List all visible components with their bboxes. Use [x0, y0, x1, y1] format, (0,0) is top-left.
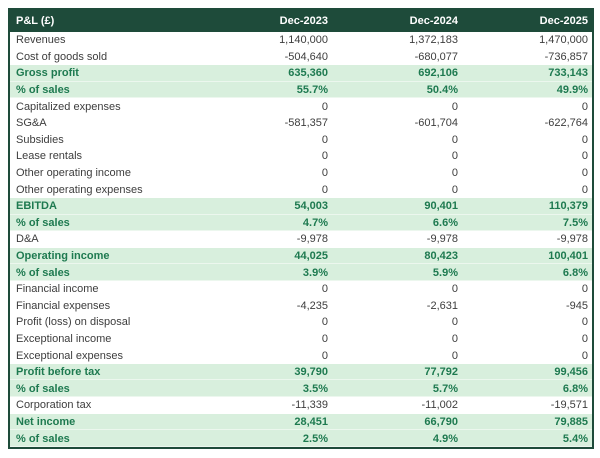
cell-value: 0 — [321, 332, 328, 345]
cell-value: 1,140,000 — [279, 34, 328, 47]
table-row — [10, 231, 592, 248]
cell-value: 0 — [321, 100, 328, 113]
table-row — [10, 314, 592, 331]
row-label: Net income — [16, 415, 76, 428]
row-label: Capitalized expenses — [16, 100, 121, 113]
cell-value: 0 — [451, 133, 458, 146]
cell-value: -622,764 — [544, 117, 588, 130]
cell-value: 1,372,183 — [409, 34, 458, 47]
row-label: Subsidies — [16, 133, 64, 146]
row-label: Lease rentals — [16, 150, 83, 163]
table-row — [10, 331, 592, 348]
header-cell-dec-2025: Dec-2025 — [539, 15, 588, 27]
row-label: Profit (loss) on disposal — [16, 316, 131, 329]
cell-value: 0 — [451, 316, 458, 329]
table-row — [10, 32, 592, 49]
cell-value: 5.9% — [432, 266, 458, 279]
cell-value: 110,379 — [548, 200, 588, 213]
cell-value: 2.5% — [302, 432, 328, 445]
table-row — [10, 347, 592, 364]
table-row — [10, 165, 592, 182]
row-label: Exceptional income — [16, 332, 112, 345]
table-row — [10, 181, 592, 198]
row-label: % of sales — [16, 216, 70, 229]
cell-value: 5.7% — [432, 382, 458, 395]
cell-value: 635,360 — [288, 67, 328, 80]
table-row — [10, 248, 592, 265]
table-row — [10, 364, 592, 381]
row-label: Other operating income — [16, 167, 131, 180]
table-row — [10, 414, 592, 431]
row-label: Other operating expenses — [16, 183, 143, 196]
row-label: Operating income — [16, 250, 110, 263]
cell-value: 0 — [581, 133, 588, 146]
cell-value: 0 — [581, 100, 588, 113]
cell-value: 1,470,000 — [539, 34, 588, 47]
cell-value: 4.9% — [432, 432, 458, 445]
cell-value: 0 — [321, 316, 328, 329]
row-label: SG&A — [16, 117, 47, 130]
pnl-table — [8, 8, 594, 449]
cell-value: 0 — [581, 349, 588, 362]
cell-value: -736,857 — [544, 50, 588, 63]
cell-value: 54,003 — [294, 200, 328, 213]
cell-value: 7.5% — [562, 216, 588, 229]
cell-value: 0 — [451, 183, 458, 196]
cell-value: -9,978 — [296, 233, 328, 246]
cell-value: 0 — [321, 167, 328, 180]
cell-value: -4,235 — [296, 299, 328, 312]
cell-value: 0 — [321, 183, 328, 196]
cell-value: 0 — [321, 133, 328, 146]
cell-value: 0 — [321, 349, 328, 362]
cell-value: 0 — [321, 150, 328, 163]
table-body — [10, 32, 592, 447]
cell-value: 3.9% — [302, 266, 328, 279]
cell-value: 6.6% — [432, 216, 458, 229]
row-label: % of sales — [16, 432, 70, 445]
table-row — [10, 198, 592, 215]
header-cell-dec-2023: Dec-2023 — [279, 15, 328, 27]
cell-value: -9,978 — [556, 233, 588, 246]
cell-value: 733,143 — [548, 67, 588, 80]
row-label: Financial income — [16, 283, 99, 296]
table-row — [10, 264, 592, 281]
cell-value: -11,339 — [291, 399, 328, 412]
cell-value: 50.4% — [426, 84, 458, 97]
row-label: Financial expenses — [16, 299, 111, 312]
table-row — [10, 397, 592, 414]
table-row — [10, 215, 592, 232]
cell-value: -19,571 — [550, 399, 588, 412]
cell-value: 44,025 — [294, 250, 328, 263]
cell-value: 79,885 — [554, 415, 588, 428]
row-label: Cost of goods sold — [16, 50, 108, 63]
cell-value: 0 — [451, 349, 458, 362]
cell-value: 0 — [581, 283, 588, 296]
cell-value: 77,792 — [424, 366, 458, 379]
row-label: D&A — [16, 233, 39, 246]
row-label: Revenues — [16, 34, 66, 47]
cell-value: 39,790 — [294, 366, 328, 379]
cell-value: 0 — [581, 167, 588, 180]
cell-value: 0 — [581, 183, 588, 196]
cell-value: -680,077 — [414, 50, 458, 63]
cell-value: 6.8% — [562, 266, 588, 279]
table-row — [10, 298, 592, 315]
cell-value: 0 — [451, 283, 458, 296]
cell-value: 4.7% — [302, 216, 328, 229]
cell-value: -581,357 — [284, 117, 328, 130]
table-row — [10, 430, 592, 447]
cell-value: 55.7% — [296, 84, 328, 97]
cell-value: 3.5% — [302, 382, 328, 395]
table-row — [10, 82, 592, 99]
cell-value: -504,640 — [284, 50, 328, 63]
cell-value: 0 — [451, 332, 458, 345]
table-row — [10, 115, 592, 132]
cell-value: 0 — [581, 332, 588, 345]
cell-value: 0 — [581, 150, 588, 163]
cell-value: 0 — [321, 283, 328, 296]
table-row — [10, 148, 592, 165]
row-label: Exceptional expenses — [16, 349, 124, 362]
table-row — [10, 65, 592, 82]
cell-value: -2,631 — [426, 299, 458, 312]
table-row — [10, 49, 592, 66]
row-label: Gross profit — [16, 67, 79, 80]
cell-value: 49.9% — [556, 84, 588, 97]
cell-value: 80,423 — [424, 250, 458, 263]
cell-value: -945 — [565, 299, 588, 312]
cell-value: 99,456 — [554, 366, 588, 379]
table-header-row — [10, 10, 592, 32]
cell-value: 0 — [581, 316, 588, 329]
cell-value: -9,978 — [426, 233, 458, 246]
table-row — [10, 380, 592, 397]
table-row — [10, 132, 592, 149]
cell-value: 90,401 — [424, 200, 458, 213]
cell-value: -11,002 — [421, 399, 458, 412]
table-row — [10, 98, 592, 115]
cell-value: 692,106 — [418, 67, 458, 80]
row-label: Corporation tax — [16, 399, 92, 412]
cell-value: -601,704 — [414, 117, 458, 130]
cell-value: 0 — [451, 100, 458, 113]
cell-value: 5.4% — [562, 432, 588, 445]
row-label: % of sales — [16, 84, 70, 97]
cell-value: 66,790 — [424, 415, 458, 428]
cell-value: 100,401 — [548, 250, 588, 263]
row-label: % of sales — [16, 382, 70, 395]
row-label: Profit before tax — [16, 366, 101, 379]
row-label: % of sales — [16, 266, 70, 279]
header-cell-dec-2024: Dec-2024 — [409, 15, 458, 27]
cell-value: 28,451 — [294, 415, 328, 428]
cell-value: 0 — [451, 150, 458, 163]
cell-value: 6.8% — [562, 382, 588, 395]
table-row — [10, 281, 592, 298]
row-label: EBITDA — [16, 200, 57, 213]
header-cell-title: P&L (£) — [16, 15, 55, 27]
cell-value: 0 — [451, 167, 458, 180]
